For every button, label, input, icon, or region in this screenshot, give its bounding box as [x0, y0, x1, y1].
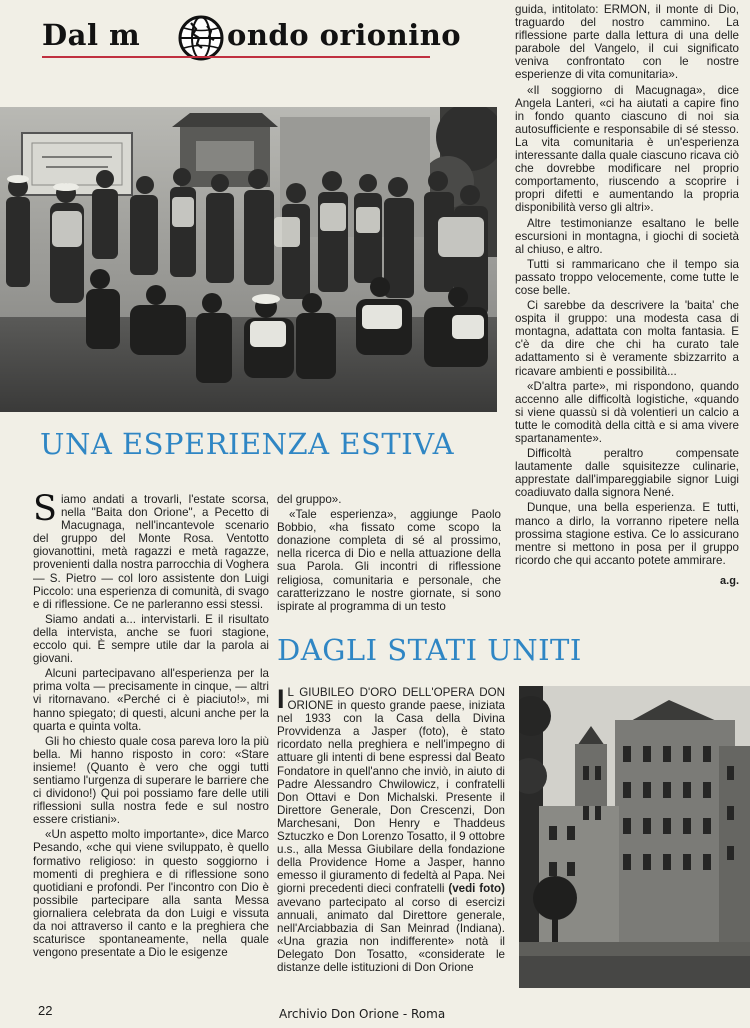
page-number: 22: [38, 1003, 53, 1018]
article1-paragraph-2: Siamo andati a... intervistarli. E il risultato della intervista, anche se fuori stagione, eccolo qui. È sempre utile dar la parola ai giovani.: [33, 612, 269, 666]
article2-dropcap: I: [277, 684, 285, 714]
article1-col3-paragraph-2: «Il soggiorno di Macugnaga», dice Angela Lanteri, «ci ha aiutati a capire fino in fondo quanto ciascuno di noi sia autosufficiente e responsabile di sé stesso. La vita comunitaria è un'esperienza interessante dalla quale ciascuno ricava ciò che dovrebbe modificare nel proprio comportamento, riuscendo a scoprire i propri difetti e aumentando la propria disponibilità verso gli altri».: [515, 83, 739, 215]
article1-paragraph-3: Alcuni partecipavano all'esperienza per la prima volta — precisamente in cinque, — altri vi ritornavano. «Perché ci è piaciuto!», mi hanno spiegato; di questi, alcuni anche per la quarta e quinta volta.: [33, 667, 269, 733]
group-photo: [0, 107, 497, 412]
section-title-part1: Dal m: [42, 18, 141, 52]
article1-col3-paragraph-5: Ci sarebbe da descrivere la 'baita' che ospita il gruppo: una modesta casa di montagna, adattata con molta fantasia. E c'è da dire che chi ha curato tale adattamento si è veramente sbizzarrito a ricavare ambienti e possibilità...: [515, 299, 739, 378]
article1-paragraph-4: Gli ho chiesto quale cosa pareva loro la più bella. Mi hanno risposto in coro: «Stare insieme! (Quanto è vero che oggi tutti sentiamo l'urgenza di superare le barriere che ci dividono!) Qui poi possiamo fare delle utili riflessioni sulla nostra fede e sul nostro essere cristiani».: [33, 734, 269, 827]
building-photo: [519, 686, 750, 988]
article1-col3-paragraph-8: Dunque, una bella esperienza. E tutti, manco a dirlo, la vorranno ripetere nella prossima stagione estiva. Ce lo assicurano mentre si mettono in posa per il gruppo ricordo che qui accanto potete ammirare.: [515, 501, 739, 567]
section-header: [42, 14, 462, 60]
section-title-part2: ondo orionino: [227, 18, 462, 52]
article1-col3-paragraph-3: Altre testimonianze esaltano le belle escursioni in montagna, i giochi di società al chiuso, e altro.: [515, 216, 739, 256]
article1-col2-paragraph-2: «Tale esperienza», aggiunge Paolo Bobbio, «ha fissato come scopo la donazione completa di sé al prossimo, nella ricerca di Dio e nella attuazione della sua Parola. Gli incontri di riflessione religiosa, comunitaria e personale, che caratterizzano le nostre giornate, si sono ispirate al programma di un testo: [277, 508, 501, 613]
article2-column: [277, 686, 505, 974]
article1-title: UNA ESPERIENZA ESTIVA: [40, 427, 455, 461]
article1-col3-paragraph-7: Difficoltà peraltro compensate lautamente dalle squisitezze culinarie, apprestate dall'impareggiabile signor Luigi coadiuvato dalla signora Nené.: [515, 447, 739, 500]
article1-col2-paragraph-1: del gruppo».: [277, 493, 342, 506]
article1-paragraph-5: «Un aspetto molto importante», dice Marco Pesando, «che qui viene sviluppato, è quello formativo religioso: in questo soggiorno i momenti di preghiera e di riflessione sono quotidiani e profondi. Per l'incontro con Dio è possibile partecipare alla santa Messa giornaliera celebrata da don Luigi e vissuta da noi attraverso il canto e la preghiera che scaturisce spontaneamente, nella quale vengono presentate a Dio le esigenze: [33, 828, 269, 960]
article1-column-2: [277, 493, 501, 613]
archive-credit: Archivio Don Orione - Roma: [279, 1007, 446, 1021]
article2-lead: L GIUBILEO D'ORO DELL'OPERA DON ORIONE: [287, 686, 505, 713]
article2-text-a: in questo grande paese, iniziata nel 1933 con la Casa della Divina Provvidenza a Jasper (foto), è stato ricordato nella preghiera e nell'impegno di attuare gli intenti di bene espressi dal Beato Fondatore in quell'anno che inviò, in aiuto di Padre Alessandro Chwilowicz, i confratelli Don Ottavi e Don Michalski. Presente il Direttore Generale, Don Crescenzi, Don Marchesani, Don Henry e Thaddeus Sztuczko e Don Lorenzo Tosatto, il 9 ottobre u.s., alla Messa Giubilare della fondazione della Providence Home a Jasper, hanno emesso il giuramento di fedeltà al Papa. Nei giorni precedenti dieci confratelli: [277, 699, 505, 896]
article2-title: DAGLI STATI UNITI: [277, 633, 582, 667]
author-signature: a.g.: [720, 574, 739, 587]
article1-dropcap: S: [33, 489, 57, 529]
article1-paragraph-1: iamo andati a trovarli, l'estate scorsa, nella "Baita don Orione", a Pecetto di Macugnaga, nell'incantevole scenario del gruppo del Monte Rosa. Ventotto giovanottini, metà ragazzi e metà ragazze, provenienti dalla nostra parrocchia di Voghera — S. Pietro — col loro assistente don Luigi Piccolo: una esperienza di comunità, di svago e di riflessione. Ce ne parleranno essi stessi.: [33, 493, 269, 611]
article2-photo-note: (vedi foto): [448, 882, 505, 896]
article2-text-b: avevano partecipato al corso di esercizi annuali, animato dal Direttore generale, nell'Arciabbazia di San Meinrad (Indiana). «Una grazia non indifferente» notà il Delegato Don Tosatto, «considerate le distanze delle istituzioni di Don Orione: [277, 895, 505, 974]
article1-col3-paragraph-1: guida, intitolato: ERMON, il monte di Dio, traguardo del nostro cammino. La riflessione parte dalla lettura di una delle parabole del Vangelo, il cui significato veniva confrontato con le nostre esperienze di vita comunitaria».: [515, 3, 739, 82]
article1-column-3: [515, 3, 739, 588]
header-rule: [42, 56, 430, 58]
globe-icon: [177, 14, 225, 62]
article1-column-1: [33, 489, 269, 960]
article1-col3-paragraph-6: «D'altra parte», mi rispondono, quando accenno alle difficoltà logistiche, «quando si viene quassù si dà volentieri un calcio a tutte le comodità della città e si ama vivere spartanamente».: [515, 379, 739, 445]
article1-col3-paragraph-4: Tutti si rammaricano che il tempo sia passato troppo velocemente, come tutte le cose belle.: [515, 257, 739, 297]
